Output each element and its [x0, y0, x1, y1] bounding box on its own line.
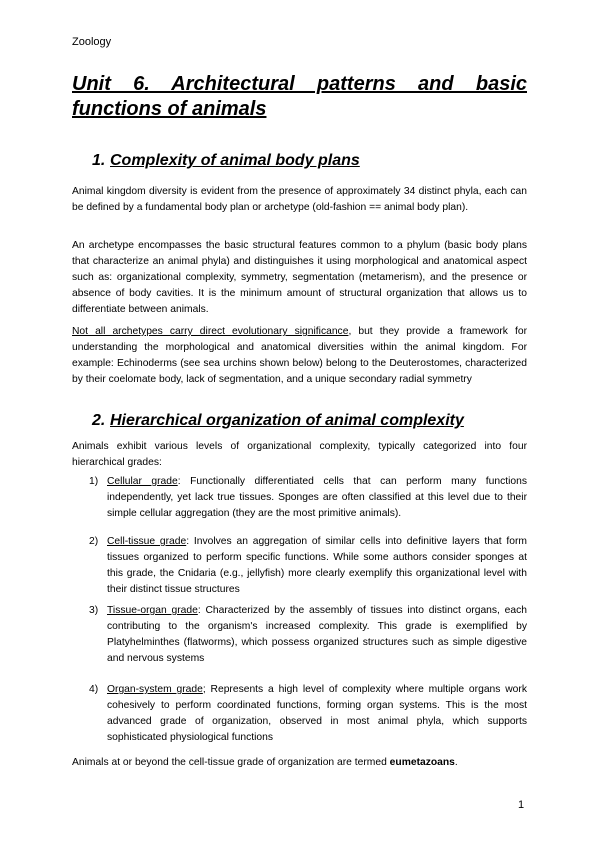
list-marker: 3) — [89, 605, 99, 616]
section-1-heading-text: Complexity of animal body plans — [110, 152, 360, 169]
list-item-body — [107, 474, 527, 522]
section-1-number: 1. — [92, 152, 106, 169]
running-header: Zoology — [72, 36, 112, 48]
section-2-heading — [92, 412, 464, 430]
list-marker: 2) — [89, 536, 99, 547]
grade-term: Cellular grade — [107, 476, 178, 487]
grade-description: Involves an aggregation of similar cells into definitive layers that form tissues organized to perform specific functions. While some authors consider sponges at this grade, the Cnidaria (e.g., jellyfish) more clearly exemplify this organizational level with their distinct tissue structures — [107, 536, 527, 595]
eumetazoans-term: eumetazoans — [389, 757, 455, 768]
section-1-paragraph-1: Animal kingdom diversity is evident from the presence of approximately 34 distinct phyla, each can be defined by a fundamental body plan or archetype (old-fashion == animal body plan). — [72, 186, 527, 213]
term-separator: : — [197, 605, 206, 616]
list-item-body — [107, 603, 527, 667]
paragraph-3-rest: , but they provide a framework for understanding the morphological and anatomical diversities within the animal kingdom. For example: Echinoderms (see sea urchins shown below) belong to the Deuterostomes, characterized by their coelomate body, lack of segmentation, and a unique secondary radial symmetry — [72, 326, 527, 385]
grade-term: Cell-tissue grade — [107, 536, 187, 547]
list-item-body — [107, 534, 527, 598]
grade-description: Represents a high level of complexity where multiple organs work cohesively to perform coordinated functions, forming organ systems. This is the most advanced grade of organization, observed in most animal phyla, which supports sophisticated physiological functions — [107, 684, 527, 743]
grade-description: Characterized by the assembly of tissues into distinct organs, each contributing to the organism's increased complexity. This grade is exemplified by Platyhelminthes (flatworms), which possess organized structures such as simple digestive and nervous systems — [107, 605, 527, 664]
list-item-body — [107, 682, 527, 746]
section-1-paragraph-2: An archetype encompasses the basic structural features common to a phylum (basic body plans that characterize an animal phyla) and distinguishes it using morphological and anatomical aspect such as: organizational complexity, symmetry, segmentation (metamerism), and the presence or absence of body cavities. It is the minimum amount of structural organization that allows us to differentiate between animals. — [72, 240, 527, 315]
grade-list-item — [89, 603, 527, 667]
grade-term: Tissue-organ grade — [107, 605, 198, 616]
grade-list-item — [89, 534, 527, 598]
closing-prefix: Animals at or beyond the cell-tissue grade of organization are termed — [72, 757, 390, 768]
grade-list-item — [89, 682, 527, 746]
term-separator: ; — [202, 684, 211, 695]
section-2-number: 2. — [92, 412, 106, 429]
grade-list-item — [89, 474, 527, 522]
term-separator: : — [177, 476, 191, 487]
closing-suffix: . — [454, 757, 458, 768]
grade-description: Functionally differentiated cells that can perform many functions independently, yet lack true tissues. Sponges are often classified at this level due to their simple cellular aggregation (they are the most primitive animals). — [107, 476, 527, 519]
grade-term: Organ-system grade — [107, 684, 203, 695]
page-number: 1 — [518, 799, 525, 811]
list-marker: 4) — [89, 684, 99, 695]
emphasis-underlined: Not all archetypes carry direct evolutionary significance — [72, 326, 349, 337]
section-2-intro: Animals exhibit various levels of organizational complexity, typically categorized into four hierarchical grades: — [72, 441, 527, 468]
term-separator: : — [186, 536, 194, 547]
section-1-paragraph-3 — [72, 324, 527, 388]
list-marker: 1) — [89, 476, 99, 487]
closing-paragraph — [72, 755, 527, 771]
section-1-heading — [92, 152, 360, 170]
section-2-heading-text: Hierarchical organization of animal complexity — [110, 412, 464, 429]
unit-title: Unit 6. Architectural patterns and basic functions of animals — [72, 73, 527, 120]
